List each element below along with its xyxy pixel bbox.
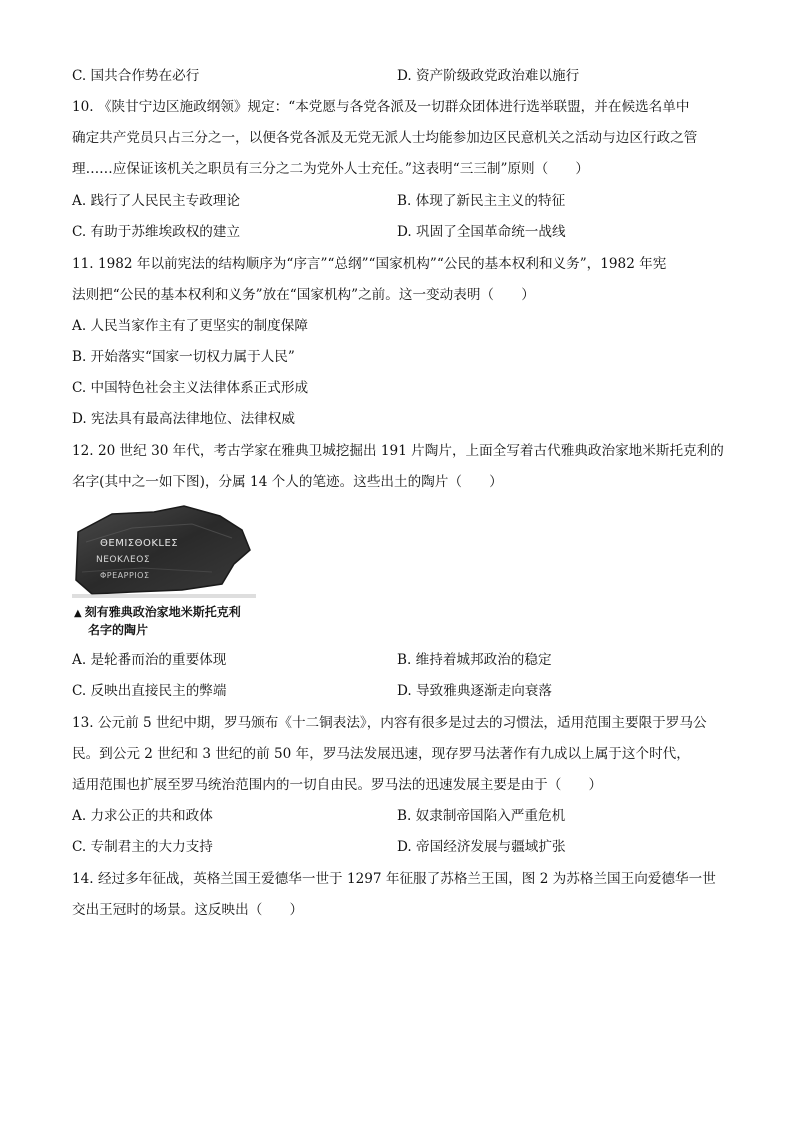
q12-option-c: C. 反映出直接民主的弊端 — [72, 683, 227, 699]
q11-stem-line-2: 法则把“公民的基本权利和义务”放在“国家机构”之前。这一变动表明（ ） — [72, 287, 535, 303]
q10-stem-line-1: 10. 《陕甘宁边区施政纲领》规定：“本党愿与各党各派及一切群众团体进行选举联盟，并在候选名单中 — [72, 99, 690, 115]
q12-option-d: D. 导致雅典逐渐走向衰落 — [397, 683, 552, 699]
ostracon-inscription-line-3: ΦPEAPPIOΣ — [100, 571, 150, 580]
ostracon-caption — [74, 604, 241, 639]
q14-stem-line-2: 交出王冠时的场景。这反映出（ ） — [72, 902, 304, 918]
q12-option-b: B. 维持着城邦政治的稳定 — [397, 652, 552, 668]
q13-stem-line-1: 13. 公元前 5 世纪中期，罗马颁布《十二铜表法》，内容有很多是过去的习惯法，适用范围主要限于罗马公 — [72, 715, 707, 731]
q12-stem-line-1: 12. 20 世纪 30 年代，考古学家在雅典卫城挖掘出 191 片陶片，上面全写着古代雅典政治家地米斯托克利的 — [72, 443, 724, 459]
q11-stem-line-1: 11. 1982 年以前宪法的结构顺序为“序言”“总纲”“国家机构”“公民的基本权利和义务”，1982 年宪 — [72, 256, 667, 272]
caption-line-2: 名字的陶片 — [88, 623, 149, 637]
q9-option-d: D. 资产阶级政党政治难以施行 — [397, 68, 580, 84]
caption-line-1: 刻有雅典政治家地米斯托克利 — [84, 605, 241, 619]
ostracon-image — [72, 502, 256, 598]
q10-option-a: A. 践行了人民民主专政理论 — [72, 193, 240, 209]
q11-option-c: C. 中国特色社会主义法律体系正式形成 — [72, 380, 309, 396]
q12-option-a: A. 是轮番而治的重要体现 — [72, 652, 227, 668]
q11-option-a: A. 人民当家作主有了更坚实的制度保障 — [72, 318, 308, 334]
q10-option-b: B. 体现了新民主主义的特征 — [397, 193, 566, 209]
q13-option-c: C. 专制君主的大力支持 — [72, 839, 213, 855]
q14-stem-line-1: 14. 经过多年征战，英格兰国王爱德华一世于 1297 年征服了苏格兰王国，图 2 为苏格兰国王向爱德华一世 — [72, 871, 716, 887]
q10-stem-line-2: 确定共产党员只占三分之一，以便各党各派及无党无派人士均能参加边区民意机关之活动与边区行政之管 — [72, 130, 698, 146]
q10-stem-line-3: 理……应保证该机关之职员有三分之二为党外人士充任。”这表明“三三制”原则（ ） — [72, 161, 590, 177]
ostracon-inscription-line-1: ΘEMIΣΘOKLEΣ — [100, 538, 179, 549]
q13-option-a: A. 力求公正的共和政体 — [72, 808, 213, 824]
ostracon-inscription-line-2: NEOKΛEOΣ — [96, 555, 151, 565]
q11-option-b: B. 开始落实“国家一切权力属于人民” — [72, 349, 295, 365]
q13-stem-line-3: 适用范围也扩展至罗马统治范围内的一切自由民。罗马法的迅速发展主要是由于（ ） — [72, 777, 603, 793]
triangle-icon: ▲ — [74, 608, 82, 619]
q10-option-c: C. 有助于苏维埃政权的建立 — [72, 224, 241, 240]
q11-option-d: D. 宪法具有最高法律地位、法律权威 — [72, 411, 295, 427]
q9-option-c: C. 国共合作势在必行 — [72, 68, 200, 84]
q10-option-d: D. 巩固了全国革命统一战线 — [397, 224, 566, 240]
q13-option-b: B. 奴隶制帝国陷入严重危机 — [397, 808, 566, 824]
q12-stem-line-2: 名字(其中之一如下图)，分属 14 个人的笔迹。这些出土的陶片（ ） — [72, 474, 503, 490]
q13-option-d: D. 帝国经济发展与疆域扩张 — [397, 839, 566, 855]
q13-stem-line-2: 民。到公元 2 世纪和 3 世纪的前 50 年，罗马法发展迅速，现存罗马法著作有九成以上属于这个时代， — [72, 746, 690, 762]
